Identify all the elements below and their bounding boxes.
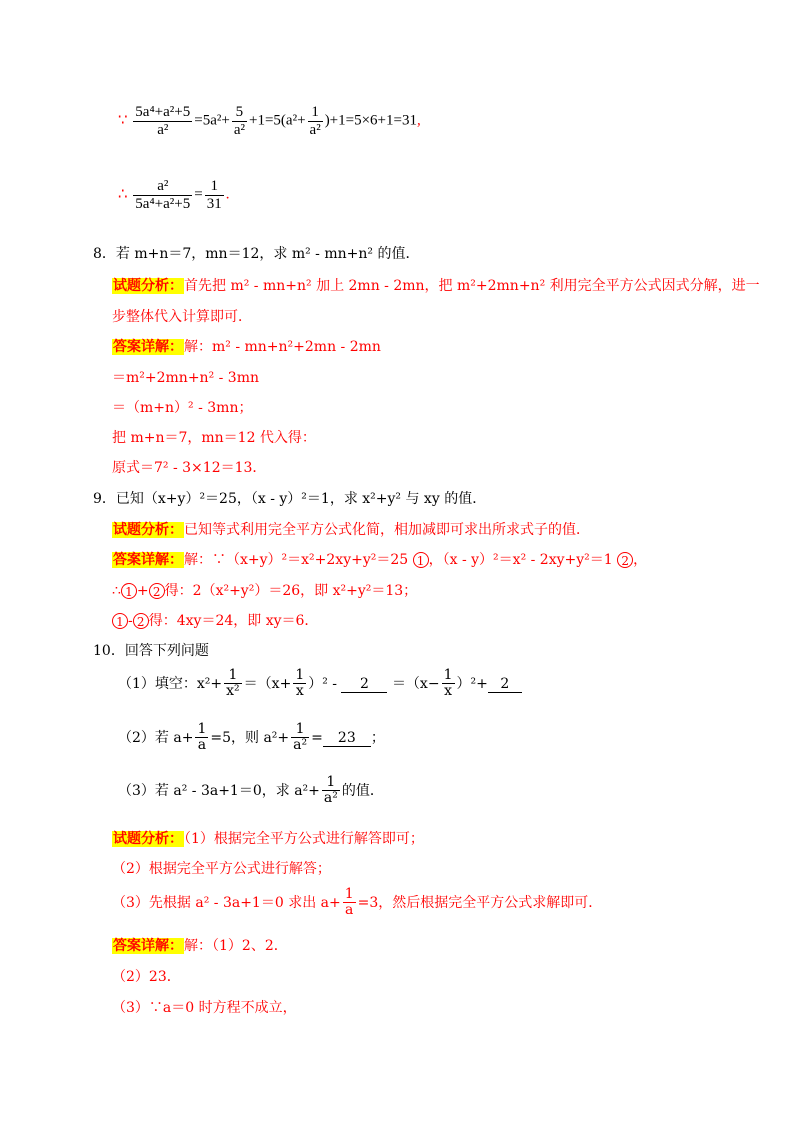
q9-answer: 答案详解：解：∵（x+y）²＝x²+2xy+y²＝25 1 ，（x - y）²＝x² - 2xy+y²＝1 2 ，	[113, 552, 648, 568]
q9-analysis: 试题分析：已知等式利用完全平方公式化简，相加减即可求出所求式子的值．	[113, 522, 590, 538]
analysis-tag: 试题分析：	[113, 278, 183, 294]
q8-analysis: 试题分析：首先把 m² - mn+n² 加上 2mn - 2mn，把 m²+2mn+n² 利用完全平方公式因式分解，进一	[113, 278, 760, 294]
q9-step-2: ∴ 1 + 2 得：2（x²+y²）＝26，即 x²+y²＝13；	[112, 583, 418, 599]
fraction: $\frac{1}{\text{x²}}$	[226, 667, 240, 700]
q10-analysis-3: （3）先根据 a² - 3a+1＝0 求出 a+ $\frac{1}{a}$ =3，然后根据完全平方公式求解即可．	[112, 886, 603, 919]
because-symbol: ∵	[118, 112, 128, 129]
q10-answer: 答案详解：解：（1）2、2．	[113, 938, 288, 954]
analysis-tag: 试题分析：	[113, 831, 183, 847]
analysis-tag: 试题分析：	[113, 522, 183, 538]
fraction: $\frac{1}{x}$	[443, 667, 453, 700]
circled-number-2: 2	[133, 613, 149, 629]
fraction: $\frac{5}{\text{a²}}$	[233, 104, 245, 138]
fraction: $\frac{1}{x}$	[295, 667, 305, 700]
fraction: $\frac{1}{a}$	[344, 886, 354, 919]
fraction: $\frac{\text{a²}}{\text{5a⁴+a²+5}}$	[135, 178, 191, 212]
circled-number-1: 1	[413, 552, 429, 568]
circled-number-1: 1	[112, 613, 128, 629]
q8-step-4: 把 m+n＝7，mn＝12 代入得：	[112, 430, 316, 446]
q10-answer-3: （3）∵a＝0 时方程不成立，	[112, 1000, 297, 1016]
question-9: 9．已知（x+y）²＝25，（x - y）²＝1，求 x²+y² 与 xy 的值．	[93, 491, 487, 507]
q10-part-1: （1）填空：x²+ $\frac{1}{\text{x²}}$ ＝（x+ $\frac{1}{x}$ ）² - 2 ＝（x− $\frac{1}{x}$ ）²+ 2	[118, 668, 522, 700]
q10-part-3: （3）若 a² - 3a+1＝0，求 a²+ $\frac{1}{\text{a²}}$ 的值．	[118, 774, 384, 807]
q10-part-2: （2）若 a+ $\frac{1}{a}$ =5，则 a²+ $\frac{1}{\text{a²}}$ = 23 ；	[118, 721, 385, 754]
answer-blank: 23	[323, 730, 371, 747]
circled-number-2: 2	[149, 583, 165, 599]
answer-blank: 2	[341, 676, 387, 693]
question-10: 10．回答下列问题	[93, 643, 209, 659]
q8-answer: 答案详解：解：m² - mn+n²+2mn - 2mn	[113, 339, 381, 355]
answer-tag: 答案详解：	[113, 339, 183, 355]
answer-tag: 答案详解：	[113, 552, 183, 568]
circled-number-1: 1	[121, 583, 137, 599]
question-8: 8．若 m+n＝7，mn＝12，求 m² - mn+n² 的值．	[93, 246, 420, 262]
q9-step-3: 1 - 2 得：4xy＝24，即 xy＝6．	[112, 610, 318, 630]
circled-number-2: 2	[617, 552, 633, 568]
answer-blank: 2	[488, 676, 522, 693]
fraction: $\frac{\text{5a⁴+a²+5}}{\text{a²}}$	[135, 104, 191, 138]
fraction: $\frac{1}{\text{a²}}$	[323, 774, 338, 807]
q8-step-3: ＝（m+n）² - 3mn；	[112, 400, 253, 416]
fraction: $\frac{1}{31}$	[206, 178, 222, 212]
fraction: $\frac{1}{\text{a²}}$	[309, 104, 321, 138]
q10-analysis: 试题分析：（1）根据完全平方公式进行解答即可；	[113, 831, 424, 847]
q8-step-5: 原式＝7² - 3×12＝13．	[112, 460, 267, 476]
prev-line-1: ∵ $\frac{\text{5a⁴+a²+5}}{\text{a²}}$ =5a²+ $\frac{5}{\text{a²}}$ +1=5(a²+ $\frac{1}{\text{a²}}$ )+1=5×6+1=31,	[118, 104, 421, 138]
q10-answer-2: （2）23．	[112, 969, 181, 985]
q8-step-2: ＝m²+2mn+n² - 3mn	[112, 370, 260, 386]
prev-line-2: ∴ $\frac{\text{a²}}{\text{5a⁴+a²+5}}$ = $\frac{1}{31}$ .	[118, 178, 230, 212]
fraction: $\frac{1}{a}$	[197, 721, 207, 754]
fraction: $\frac{1}{\text{a²}}$	[293, 721, 308, 754]
q8-analysis-cont: 步整体代入计算即可．	[112, 309, 252, 325]
q10-analysis-2: （2）根据完全平方公式进行解答；	[112, 861, 331, 877]
therefore-symbol: ∴	[118, 186, 128, 203]
answer-tag: 答案详解：	[113, 938, 183, 954]
